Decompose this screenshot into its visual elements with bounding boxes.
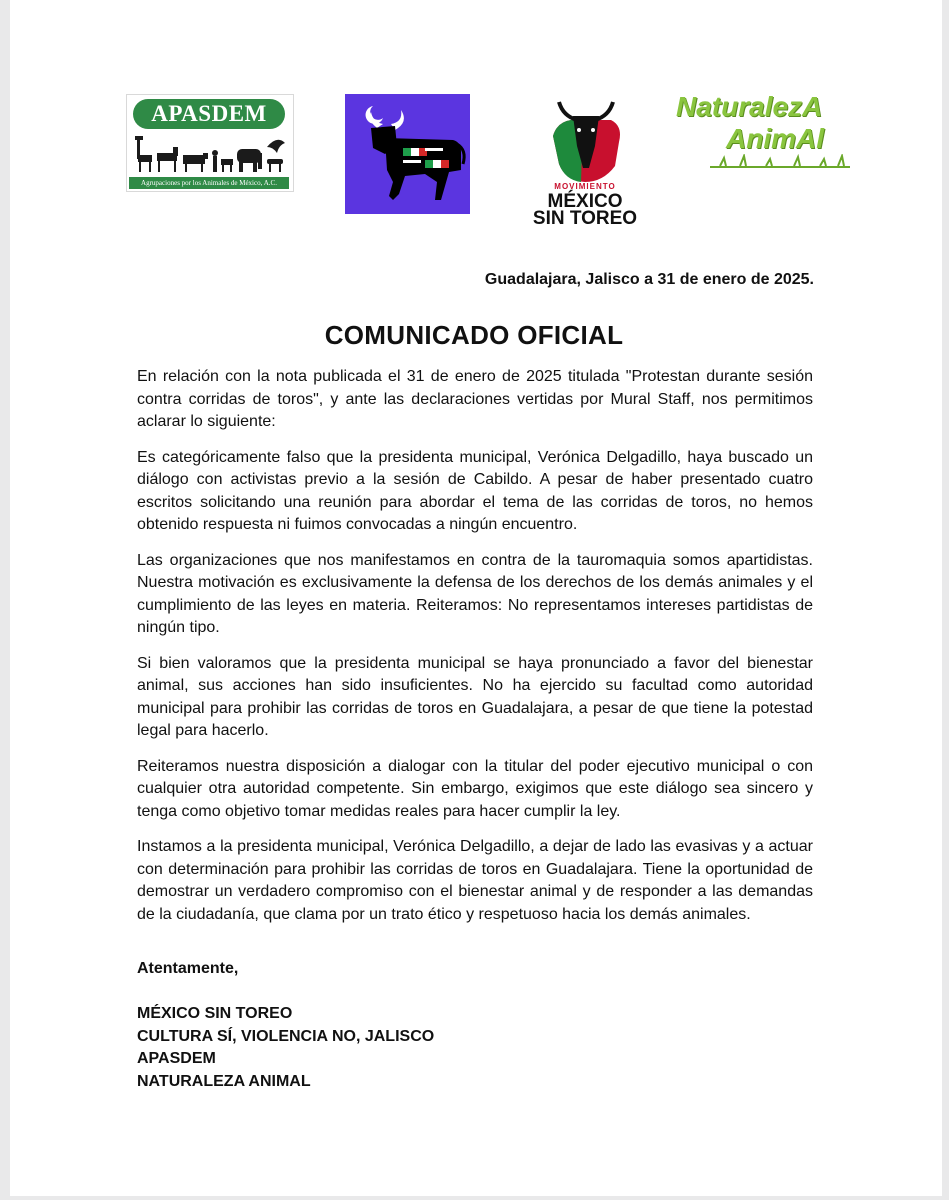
signatories <box>137 1003 434 1093</box>
paragraph: Es categóricamente falso que la presidenta municipal, Verónica Delgadillo, haya buscado un diálogo con activistas previo a la sesión de Cabildo. A pesar de haber presentado cuatro escritos solicitando una reunión para abordar el tema de las corridas de toros, no hemos obtenido respuesta ni fuimos convocadas a ningún encuentro. <box>137 448 813 533</box>
mexico-sin-toreo-logo <box>515 96 655 230</box>
naturaleza-animal-logo <box>670 92 852 172</box>
apasdem-logo <box>126 94 294 192</box>
paragraph: Las organizaciones que nos manifestamos en contra de la tauromaquia somos apartidistas. Nuestra motivación es exclusivamente la defensa de los derechos de los demás animales y el cumplimiento de las leyes en materia. Reiteramos: No representamos intereses partidistas de ningún tipo. <box>137 551 813 636</box>
animals-silhouette-icon <box>133 133 287 173</box>
signatory: NATURALEZA ANIMAL <box>137 1072 311 1090</box>
cultura-si-logo <box>345 94 470 214</box>
closing: Atentamente, <box>137 960 239 977</box>
letter-body <box>137 366 813 939</box>
signatory: APASDEM <box>137 1050 216 1067</box>
paragraph: Si bien valoramos que la presidenta municipal se haya pronunciado a favor del bienestar animal, sus acciones han sido insuficientes. No ha ejercido su facultad como autoridad municipal para prohibir las corridas de toros en Guadalajara, a pesar de que tiene la potestad legal para hacerlo. <box>137 654 813 739</box>
apasdem-logo-name: APASDEM <box>133 99 285 129</box>
naturaleza-animal-logo-top: NaturalezA <box>676 92 823 122</box>
paragraph: Instamos a la presidenta municipal, Verónica Delgadillo, a dejar de lado las evasivas y a actuar con determinación para prohibir las corridas de toros en Guadalajara. Tiene la oportunidad de demostrar un verdadero compromiso con el bienestar animal y de responder a las demandas de la ciudadanía, que clama por un trato ético y respetuoso hacia los demás animales. <box>137 838 813 923</box>
signatory: CULTURA SÍ, VIOLENCIA NO, JALISCO <box>137 1027 435 1045</box>
naturaleza-animal-logo-bottom: AnimAl <box>726 123 824 154</box>
bull-icon <box>345 94 470 214</box>
mexico-sin-toreo-line1: MÉXICO <box>547 191 623 212</box>
place-date: Guadalajara, Jalisco a 31 de enero de 2025. <box>484 271 814 288</box>
bull-head-icon <box>515 96 655 184</box>
paragraph: En relación con la nota publicada el 31 de enero de 2025 titulada "Protestan durante sesión contra corridas de toros", y ante las declaraciones vertidas por Mural Staff, nos permitimos aclarar lo siguiente: <box>137 368 813 430</box>
mexico-sin-toreo-line2: SIN TOREO <box>532 208 638 229</box>
mexico-sin-toreo-tagline: MOVIMIENTO <box>554 182 616 191</box>
grass-icon <box>710 154 850 168</box>
document-page <box>10 0 942 1196</box>
apasdem-logo-subtitle: Agrupaciones por los Animales de México, A.C. <box>129 177 289 189</box>
paragraph: Reiteramos nuestra disposición a dialogar con la titular del poder ejecutivo municipal o con cualquier otra autoridad competente. Sin embargo, exigimos que este diálogo sea sincero y tenga como objetivo tomar medidas reales para hacer cumplir la ley. <box>137 757 813 820</box>
signatory: MÉXICO SIN TOREO <box>137 1005 293 1022</box>
document-title: COMUNICADO OFICIAL <box>324 320 624 350</box>
